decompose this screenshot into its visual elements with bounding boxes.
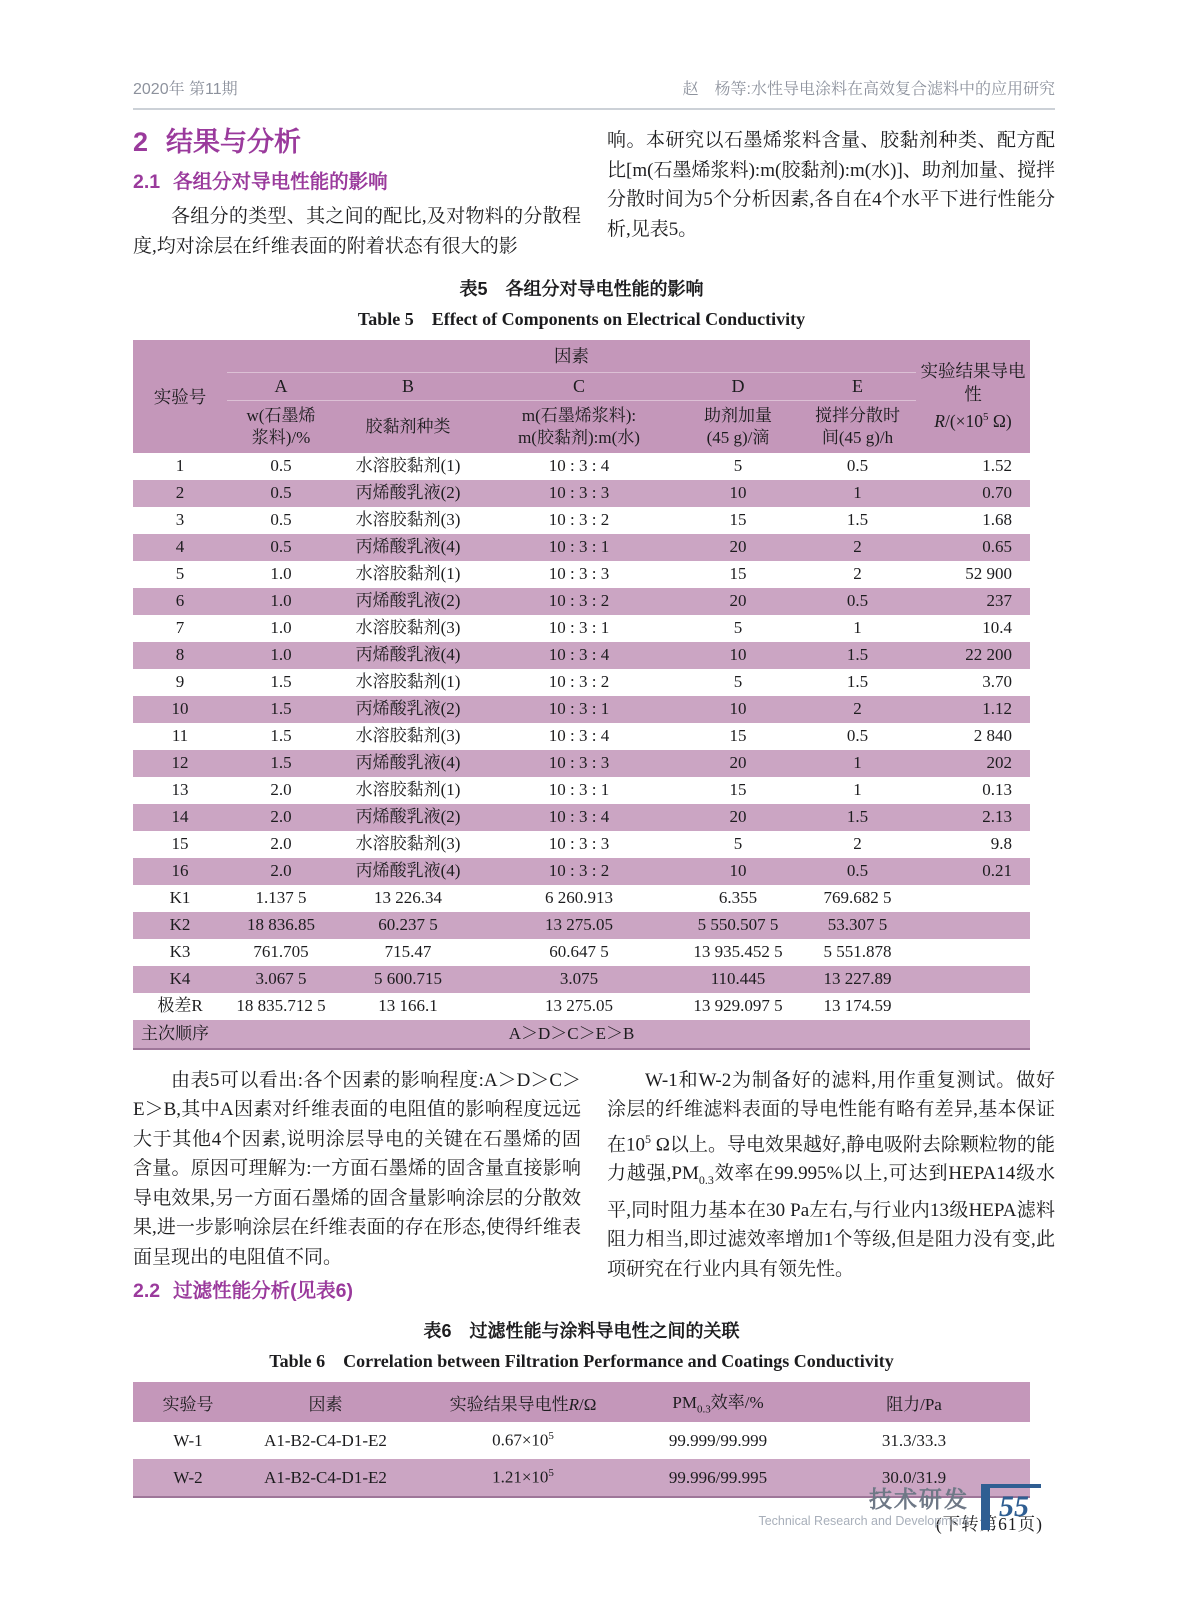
table-cell: 2 bbox=[133, 480, 227, 507]
table-cell: 1.0 bbox=[270, 564, 292, 583]
table-cell: 13 174.59 bbox=[823, 996, 892, 1015]
col-header-resistance: 阻力/Pa bbox=[798, 1382, 1030, 1422]
section-2-heading bbox=[133, 126, 581, 158]
table-cell: 6.355 bbox=[718, 888, 758, 907]
table-cell: 1.12 bbox=[916, 696, 1030, 723]
table-cell: 30.0/31.9 bbox=[798, 1459, 1030, 1497]
table-cell: 1.5 bbox=[799, 804, 916, 831]
table-row bbox=[133, 453, 1030, 480]
table-cell: 1.5 bbox=[227, 750, 335, 777]
table-cell: 53.307 5 bbox=[799, 912, 916, 939]
table-cell: 99.999/99.999 bbox=[668, 1430, 768, 1450]
table-cell: K2 bbox=[133, 912, 227, 939]
table-cell: 1 bbox=[853, 780, 862, 799]
table-cell: W-1 bbox=[173, 1430, 203, 1450]
table-row bbox=[133, 615, 1030, 642]
analysis-paragraph-right: W-1和W-2为制备好的滤料,用作重复测试。做好涂层的纤维滤料表面的导电性能有略有差异,基本保证在$10^5$ Ω以上。导电效果越好,静电吸附去除颗粒物的能力越强$,PM_{0.3}$效率在99.995%以上,可达到HEPA14级水平,同时阻力基本在30 Pa左右,与行业内13级HEPA滤料阻力相当,即过滤效率增加1个等级,但是阻力没有变,此项研究在行业内具有领先性。 bbox=[607, 1069, 1055, 1280]
table-cell: 20 bbox=[677, 804, 799, 831]
article-title-short: 赵 杨等:水性导电涂料在高效复合滤料中的应用研究 bbox=[682, 81, 1055, 98]
table-cell: 7 bbox=[175, 618, 185, 637]
col-header-B: B bbox=[335, 372, 481, 400]
subheader-ratio: m(石墨烯浆料): m(胶黏剂):m(水) bbox=[481, 400, 677, 453]
table-cell: 2.0 bbox=[227, 804, 335, 831]
table-row bbox=[133, 966, 1030, 993]
table-cell: 13 bbox=[171, 780, 189, 799]
table-cell: 761.705 bbox=[253, 942, 309, 961]
analysis-left-column bbox=[133, 1066, 581, 1304]
table-cell: 丙烯酸乳液(4) bbox=[335, 642, 481, 669]
table-cell: 10 : 3 : 3 bbox=[481, 750, 677, 777]
table-cell: 13 275.05 bbox=[481, 912, 677, 939]
table-cell: $1.21\times 10^5$ bbox=[408, 1459, 638, 1497]
col-header-exp-no: 实验号 bbox=[133, 340, 227, 453]
table-cell: 2.0 bbox=[270, 834, 292, 853]
table-cell: 水溶胶黏剂(3) bbox=[355, 618, 461, 637]
footer-brand-en: Technical Research and Development bbox=[758, 1513, 969, 1528]
table-cell: 水溶胶黏剂(1) bbox=[355, 780, 461, 799]
table-row bbox=[133, 885, 1030, 912]
table-cell: 1.0 bbox=[270, 618, 292, 637]
table-cell: 水溶胶黏剂(1) bbox=[355, 672, 461, 691]
table-cell: 13 226.34 bbox=[374, 888, 442, 907]
table-cell: 13 935.452 5 bbox=[693, 942, 783, 961]
table6-caption-en: Table 6 Correlation between Filtration Performance and Coatings Conductivity bbox=[269, 1351, 894, 1371]
result-header-line2: $R/(\times 10^5$ Ω) bbox=[934, 410, 1012, 431]
table-cell: 12 bbox=[133, 750, 227, 777]
intro-left-column bbox=[133, 126, 581, 261]
analysis-paragraph-left: 由表5可以看出:各个因素的影响程度:A＞D＞C＞E＞B,其中A因素对纤维表面的电阻值的影响程度远远大于其他4个因素,说明涂层导电的关键在石墨烯的固含量。原因可理解为:一方面石墨烯的固含量直接影响导电效果,另一方面石墨烯的固含量影响涂层的分散效果,进一步影响涂层在纤维表面的存在形态,使得纤维表面呈现出的电阻值不同。 bbox=[133, 1069, 581, 1268]
analysis-columns bbox=[133, 1066, 1055, 1304]
table-cell: 10 bbox=[677, 480, 799, 507]
table-cell: 10 : 3 : 4 bbox=[481, 804, 677, 831]
section-title: 过滤性能分析(见表6) bbox=[173, 1280, 353, 1302]
order-row bbox=[133, 1020, 1030, 1049]
table-cell: 10.4 bbox=[982, 618, 1012, 637]
table-cell: 5 bbox=[733, 456, 743, 475]
table-cell: 20 bbox=[677, 750, 799, 777]
table-cell: 20 bbox=[677, 588, 799, 615]
table-header-row bbox=[133, 340, 1030, 372]
table-cell: 0.5 bbox=[846, 456, 869, 475]
table-cell: 13 227.89 bbox=[799, 966, 916, 993]
table-cell: 1.68 bbox=[982, 510, 1012, 529]
table-cell: 715.47 bbox=[384, 942, 432, 961]
journal-footer bbox=[133, 1484, 1041, 1530]
table5-orthogonal-results bbox=[133, 340, 1030, 1050]
table-cell: 1 bbox=[799, 750, 916, 777]
table-row bbox=[133, 912, 1030, 939]
table5-order-section bbox=[133, 1020, 1030, 1049]
table-cell: 10 : 3 : 1 bbox=[548, 780, 610, 799]
table-cell: 110.445 bbox=[677, 966, 799, 993]
table-cell: 15 bbox=[171, 834, 189, 853]
section-2-1-heading bbox=[133, 170, 581, 194]
table-cell: 丙烯酸乳液(4) bbox=[335, 858, 481, 885]
col-header-conductivity: 实验结果导电性R/Ω bbox=[408, 1382, 638, 1422]
table-row bbox=[133, 534, 1030, 561]
table-cell: 1 bbox=[175, 456, 185, 475]
section-title: 各组分对导电性能的影响 bbox=[173, 171, 388, 193]
order-label: 主次顺序 bbox=[133, 1020, 227, 1049]
table-cell: 6 260.913 bbox=[545, 888, 613, 907]
table-cell: 1.137 5 bbox=[255, 888, 307, 907]
table-cell: 水溶胶黏剂(3) bbox=[355, 726, 461, 745]
table-cell: 10 bbox=[677, 642, 799, 669]
col-header-C: C bbox=[481, 372, 677, 400]
table-cell: 15 bbox=[729, 510, 747, 529]
table-cell: 2 840 bbox=[973, 726, 1012, 745]
table-cell: 60.647 5 bbox=[549, 942, 609, 961]
table-header-row bbox=[133, 1382, 1030, 1422]
table-cell: 0.13 bbox=[982, 780, 1012, 799]
table-cell: 10 : 3 : 2 bbox=[481, 858, 677, 885]
table-header-row bbox=[133, 400, 1030, 453]
table-cell: 16 bbox=[133, 858, 227, 885]
table-cell: 60.237 5 bbox=[335, 912, 481, 939]
table-cell: 10 : 3 : 4 bbox=[548, 456, 610, 475]
table-cell: 10 : 3 : 3 bbox=[481, 480, 677, 507]
table-cell: 1.5 bbox=[270, 726, 292, 745]
table-row bbox=[133, 858, 1030, 885]
table-row bbox=[133, 993, 1030, 1020]
table-cell: 3.70 bbox=[982, 672, 1012, 691]
table-cell: K3 bbox=[169, 942, 191, 961]
table-cell: 13 166.1 bbox=[378, 996, 438, 1015]
table-cell: 丙烯酸乳液(2) bbox=[335, 804, 481, 831]
table-cell: 15 bbox=[729, 780, 747, 799]
table-cell: 13 275.05 bbox=[545, 996, 613, 1015]
table5-caption-en: Table 5 Effect of Components on Electrical Conductivity bbox=[357, 309, 806, 329]
table-cell: 0.5 bbox=[799, 858, 916, 885]
table-cell: 10 : 3 : 3 bbox=[548, 834, 610, 853]
table-cell: 0.70 bbox=[916, 480, 1030, 507]
table-cell: A1-B2-C4-D1-E2 bbox=[264, 1430, 387, 1450]
table-cell: 丙烯酸乳液(2) bbox=[335, 696, 481, 723]
table-cell: 9 bbox=[175, 672, 185, 691]
table-cell: 1.0 bbox=[227, 642, 335, 669]
table-cell: 99.996/99.995 bbox=[638, 1459, 798, 1497]
table-cell: 2 bbox=[799, 696, 916, 723]
table-row bbox=[133, 561, 1030, 588]
table-cell bbox=[916, 1020, 1030, 1049]
table-cell: 10 : 3 : 2 bbox=[548, 510, 610, 529]
continued-on-page-note: (下转第61页) bbox=[935, 1514, 1043, 1534]
table5-body bbox=[133, 453, 1030, 1020]
table-cell: K1 bbox=[169, 888, 191, 907]
col-header-result bbox=[916, 340, 1030, 453]
table-cell: A1-B2-C4-D1-E2 bbox=[243, 1459, 408, 1497]
order-value: A＞D＞C＞E＞B bbox=[227, 1020, 916, 1049]
table-cell: 10 : 3 : 3 bbox=[548, 564, 610, 583]
table-cell: 10 : 3 : 2 bbox=[481, 588, 677, 615]
table-cell: 3.075 bbox=[481, 966, 677, 993]
table-header-row bbox=[133, 372, 1030, 400]
table-cell: 237 bbox=[916, 588, 1030, 615]
table-cell: 18 836.85 bbox=[227, 912, 335, 939]
table-cell: 2.13 bbox=[916, 804, 1030, 831]
table-cell: 1 bbox=[853, 618, 862, 637]
table-cell: 1.5 bbox=[227, 696, 335, 723]
table-cell: 2.0 bbox=[270, 780, 292, 799]
intro-columns bbox=[133, 126, 1055, 261]
table-cell: 水溶胶黏剂(3) bbox=[355, 510, 461, 529]
intro-paragraph-left: 各组分的类型、其之间的配比,及对物料的分散程度,均对涂层在纤维表面的附着状态有很大的影 bbox=[133, 206, 581, 257]
subheader-binder-type: 胶黏剂种类 bbox=[335, 400, 481, 453]
table-cell: 水溶胶黏剂(1) bbox=[355, 456, 461, 475]
table-cell: 0.21 bbox=[916, 858, 1030, 885]
section-title: 结果与分析 bbox=[166, 127, 302, 157]
table-cell: 13 929.097 5 bbox=[693, 996, 783, 1015]
page-number-mark bbox=[981, 1484, 1041, 1530]
table-row bbox=[133, 480, 1030, 507]
table-row bbox=[133, 939, 1030, 966]
table-cell: 5 600.715 bbox=[335, 966, 481, 993]
table-row bbox=[133, 1422, 1030, 1459]
table-cell: 1.5 bbox=[846, 510, 869, 529]
running-head bbox=[133, 76, 1055, 110]
table5-caption-cn: 表5 各组分对导电性能的影响 bbox=[459, 279, 704, 299]
table-cell: 3.067 5 bbox=[227, 966, 335, 993]
col-header-E: E bbox=[799, 372, 916, 400]
table-cell bbox=[916, 912, 1030, 939]
table-cell: K4 bbox=[133, 966, 227, 993]
table-cell: 5 bbox=[733, 618, 743, 637]
table-row bbox=[133, 723, 1030, 750]
table-cell: 丙烯酸乳液(2) bbox=[335, 480, 481, 507]
table-cell: 10 : 3 : 1 bbox=[481, 534, 677, 561]
table-cell: 5 bbox=[733, 672, 743, 691]
table-cell: 10 bbox=[677, 858, 799, 885]
table-cell: 15 bbox=[729, 726, 747, 745]
table-cell: 0.65 bbox=[916, 534, 1030, 561]
table-cell: 10 bbox=[133, 696, 227, 723]
section-number: 2.1 bbox=[133, 171, 161, 193]
col-header-A: A bbox=[227, 372, 335, 400]
table-cell: 10 : 3 : 1 bbox=[548, 618, 610, 637]
table-row bbox=[133, 750, 1030, 777]
table-cell bbox=[916, 939, 1030, 966]
table-cell: 3 bbox=[175, 510, 185, 529]
table-cell: 0.5 bbox=[799, 588, 916, 615]
section-2-2-heading bbox=[133, 1279, 581, 1303]
result-header-line1: 实验结果导电性 bbox=[920, 360, 1026, 404]
table-cell: 丙烯酸乳液(4) bbox=[335, 534, 481, 561]
table-cell: 水溶胶黏剂(3) bbox=[355, 834, 461, 853]
section-number: 2.2 bbox=[133, 1280, 161, 1302]
table-cell: 丙烯酸乳液(4) bbox=[335, 750, 481, 777]
col-header-D: D bbox=[677, 372, 799, 400]
table-cell: 31.3/33.3 bbox=[881, 1430, 947, 1450]
table-cell: 5 bbox=[175, 564, 185, 583]
table-cell: 9.8 bbox=[990, 834, 1012, 853]
table-cell: 10 : 3 : 1 bbox=[481, 696, 677, 723]
table-cell: 1.5 bbox=[799, 642, 916, 669]
subheader-additive: 助剂加量 (45 g)/滴 bbox=[677, 400, 799, 453]
table-row bbox=[133, 804, 1030, 831]
table6-header bbox=[133, 1382, 1030, 1422]
table-cell: 0.5 bbox=[270, 510, 292, 529]
table-cell: 1.0 bbox=[227, 588, 335, 615]
table-cell: 10 : 3 : 4 bbox=[548, 726, 610, 745]
table-cell: 2 bbox=[799, 534, 916, 561]
table-cell: 1.5 bbox=[270, 672, 292, 691]
table-cell: 8 bbox=[133, 642, 227, 669]
table-cell: 202 bbox=[916, 750, 1030, 777]
table-row bbox=[133, 507, 1030, 534]
table-row bbox=[133, 588, 1030, 615]
table-cell: 20 bbox=[677, 534, 799, 561]
table-cell: 2 bbox=[853, 564, 862, 583]
page-number: 55 bbox=[999, 1490, 1029, 1523]
table-cell: 10 : 3 : 2 bbox=[548, 672, 610, 691]
table-cell: 10 : 3 : 4 bbox=[481, 642, 677, 669]
table-cell: 769.682 5 bbox=[823, 888, 892, 907]
table-cell: 10 bbox=[677, 696, 799, 723]
table-row bbox=[133, 669, 1030, 696]
col-header-exp-no: 实验号 bbox=[133, 1382, 243, 1422]
table-cell: 11 bbox=[171, 726, 189, 745]
intro-right-column bbox=[607, 126, 1055, 261]
footer-brand bbox=[758, 1487, 969, 1528]
col-header-factors: 因素 bbox=[227, 340, 916, 372]
table-row bbox=[133, 831, 1030, 858]
table-cell: 15 bbox=[729, 564, 747, 583]
table-cell bbox=[916, 885, 1030, 912]
table-cell: 18 835.712 5 bbox=[236, 996, 326, 1015]
issue-label: 2020年 第11期 bbox=[133, 81, 238, 98]
table-row bbox=[133, 777, 1030, 804]
table-cell: 2 bbox=[853, 834, 862, 853]
table-cell: 0.5 bbox=[270, 456, 292, 475]
col-header-factors: 因素 bbox=[243, 1382, 408, 1422]
table-cell: 水溶胶黏剂(1) bbox=[355, 564, 461, 583]
footer-brand-cn: 技术研发 bbox=[869, 1485, 969, 1512]
table-cell: 极差R bbox=[157, 996, 203, 1015]
table-cell: 4 bbox=[133, 534, 227, 561]
table-cell: 0.5 bbox=[846, 726, 869, 745]
table-cell: 5 550.507 5 bbox=[677, 912, 799, 939]
table-cell: 1.5 bbox=[846, 672, 869, 691]
table-cell: 1.52 bbox=[982, 456, 1012, 475]
table-cell: W-2 bbox=[133, 1459, 243, 1497]
table-cell: 52 900 bbox=[965, 564, 1012, 583]
table-cell: 2.0 bbox=[227, 858, 335, 885]
analysis-right-column bbox=[607, 1066, 1055, 1304]
table-cell: 0.5 bbox=[227, 480, 335, 507]
table-cell: 6 bbox=[133, 588, 227, 615]
table-cell bbox=[916, 966, 1030, 993]
table-cell: 0.5 bbox=[227, 534, 335, 561]
table-cell: 22 200 bbox=[916, 642, 1030, 669]
section-number: 2 bbox=[133, 127, 149, 157]
subheader-graphene-content: w(石墨烯 浆料)/% bbox=[227, 400, 335, 453]
table-row bbox=[133, 696, 1030, 723]
subheader-stir-time: 搅拌分散时 间(45 g)/h bbox=[799, 400, 916, 453]
table-cell bbox=[916, 993, 1030, 1020]
table-cell: $0.67\times 10^5$ bbox=[492, 1430, 554, 1450]
table-cell: 丙烯酸乳液(2) bbox=[335, 588, 481, 615]
table-cell: 5 551.878 bbox=[823, 942, 892, 961]
table-cell: 5 bbox=[733, 834, 743, 853]
table-cell: 1 bbox=[799, 480, 916, 507]
table-cell: 14 bbox=[133, 804, 227, 831]
table6-filtration-results bbox=[133, 1382, 1030, 1498]
col-header-pm-efficiency: $PM_{0.3}$效率/% bbox=[638, 1382, 798, 1422]
table5-header bbox=[133, 340, 1030, 453]
table6-caption-cn: 表6 过滤性能与涂料导电性之间的关联 bbox=[423, 1321, 740, 1341]
table-row bbox=[133, 642, 1030, 669]
intro-paragraph-right: 响。本研究以石墨烯浆料含量、胶黏剂种类、配方配比[m(石墨烯浆料):m(胶黏剂):m(水)]、助剂加量、搅拌分散时间为5个分析因素,各自在4个水平下进行性能分析,见表5。 bbox=[607, 130, 1055, 240]
page-content bbox=[133, 76, 1055, 1536]
